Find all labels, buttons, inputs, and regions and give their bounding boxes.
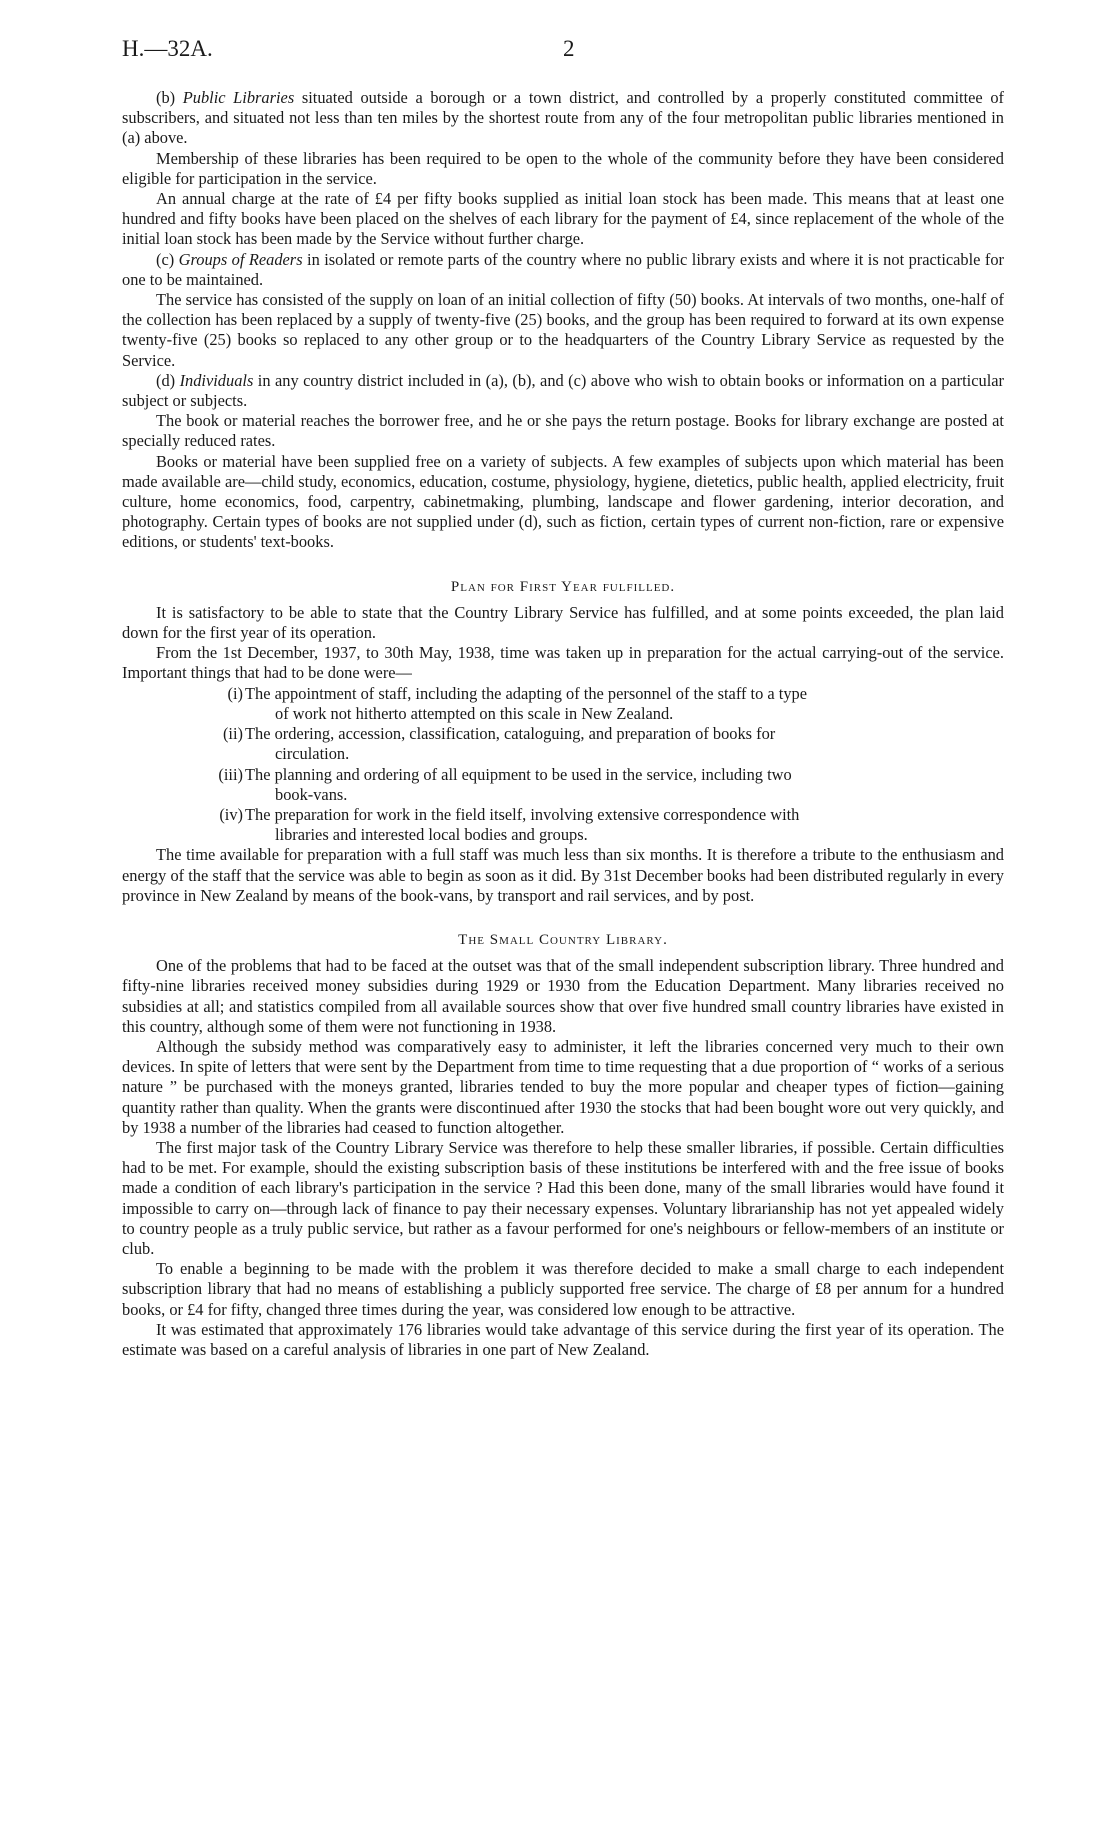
list-item-text [245,684,1004,724]
list-item [122,684,1004,724]
paragraph: The time available for preparation with a full staff was much less than six months. It is therefore a tribute to the enthusiasm and energy of the staff that the service was able to begin as soon as it did. By 31st December books had been distributed regularly in every province in New Zealand by means of the book-vans, by transport and rail services, and by post. [122,845,1004,905]
list-marker: (iv) [219,804,243,824]
paragraph: To enable a beginning to be made with the problem it was therefore decided to make a small charge to each independent subscription library that had no means of establishing a publicly supported free service. The charge of £8 per annum for a hundred books, or £4 for fifty, changed three times during the year, was considered low enough to be attractive. [122,1259,1004,1319]
paragraph: One of the problems that had to be faced at the outset was that of the small independent subscription library. Three hundred and fifty-nine libraries received money subsidies during 1929 or 1930 from the Education Department. Many libraries received no subsidies at all; and statistics compiled from all available sources show that over five hundred small country libraries have existed in this country, although some of them were not functioning in 1938. [122,956,1004,1036]
list-item-continuation: circulation. [275,744,350,764]
list-item-line: The ordering, accession, classification, cataloguing, and preparation of books for [245,724,776,744]
list-item-continuation: libraries and interested local bodies and groups. [275,825,588,845]
section-heading-small-country-library: The Small Country Library. [458,931,668,948]
list-marker: (i) [227,683,243,703]
paragraph: It is satisfactory to be able to state that the Country Library Service has fulfilled, and at some points exceeded, the plan laid down for the first year of its operation. [122,602,1004,643]
list-item [122,724,1004,764]
paragraph-groups-of-readers [122,250,1004,290]
page-header [122,36,1002,66]
list-item-text [245,724,1004,764]
list-item-continuation: book-vans. [275,784,348,804]
list-item-continuation: of work not hitherto attempted on this scale in New Zealand. [275,703,674,723]
list-item-line: The planning and ordering of all equipment to be used in the service, including two [245,764,792,784]
paragraph: Although the subsidy method was comparatively easy to administer, it left the libraries concerned very much to their own devices. In spite of letters that were sent by the Department from time to time requesting that a due proportion of “ works of a serious nature ” be purchased with the moneys granted, libraries tended to buy the more popular and cheaper types of fiction—gaining quantity rather than quality. When the grants were discontinued after 1930 the stocks that had been bought wore out very quickly, and by 1938 a number of the libraries had ceased to function altogether. [122,1036,1004,1137]
paragraph: The first major task of the Country Library Service was therefore to help these smaller libraries, if possible. Certain difficulties had to be met. For example, should the existing subscription basis of these institutions be interfered with and the free issue of books made a condition of each library's participation in the service ? Had this been done, many of the small libraries would have found it impossible to carry on—through lack of finance to pay their necessary expenses. Voluntary librarianship has not yet appealed widely to country people as a truly public service, but rather as a favour performed for one's neighbours or fellow-members of an institute or club. [122,1137,1004,1258]
paragraph-public-libraries [122,88,1004,149]
item-label: (d) [156,370,176,390]
paragraph-text: situated outside a borough or a town district, and controlled by a properly constituted committee of subscribers, and situated not less than ten miles by the shortest route from any of the four metropolitan public libraries mentioned in (a) above. [122,88,1004,148]
item-label: (b) [156,88,176,107]
item-title: Groups of Readers [178,249,303,269]
list-item-line: The appointment of staff, including the adapting of the personnel of the staff to a type [245,683,807,703]
list-marker: (ii) [222,724,243,744]
page-number: 2 [563,36,575,61]
paragraph: It was estimated that approximately 176 libraries would take advantage of this service during the first year of its operation. The estimate was based on a careful analysis of libraries in one part of New Zealand. [122,1319,1004,1359]
list-item [122,765,1004,805]
item-label: (c) [156,249,175,269]
list-item-text [245,765,1004,805]
paragraph: Membership of these libraries has been required to be open to the whole of the community before they have been considered eligible for participation in the service. [122,148,1004,188]
paragraph: From the 1st December, 1937, to 30th May, 1938, time was taken up in preparation for the actual carrying-out of the service. Important things that had to be done were— [122,643,1004,683]
paragraph: The book or material reaches the borrower free, and he or she pays the return postage. Books for library exchange are posted at specially reduced rates. [122,411,1004,451]
paragraph-text: in any country district included in (a), (b), and (c) above who wish to obtain books or information on a particular subject or subjects. [122,370,1004,411]
document-body [122,88,1004,1360]
paragraph: Books or material have been supplied free on a variety of subjects. A few examples of subjects upon which material has been made available are—child study, economics, education, costume, physiology, hygiene, dietetics, public health, applied electricity, fruit culture, home economics, food, carpentry, cabinetmaking, plumbing, landscape and flower gardening, interior decoration, and photography. Certain types of books are not supplied under (d), such as fiction, certain types of current non-fiction, rare or expensive editions, or students' text-books. [122,451,1004,552]
item-title: Individuals [179,370,254,390]
list-item [122,805,1004,845]
item-title: Public Libraries [182,88,295,107]
section-heading-plan: Plan for First Year fulfilled. [450,578,676,595]
list-item-text [245,805,1004,845]
paragraph-individuals [122,371,1004,411]
paragraph: An annual charge at the rate of £4 per fifty books supplied as initial loan stock has been made. This means that at least one hundred and fifty books have been placed on the shelves of each library for the payment of £4, since replacement of the whole of the initial loan stock has been made by the Service without further charge. [122,189,1004,249]
paragraph-text: in isolated or remote parts of the country where no public library exists and where it is not practicable for one to be maintained. [122,249,1005,289]
list-item-line: The preparation for work in the field itself, involving extensive correspondence with [245,804,800,824]
paragraph: The service has consisted of the supply on loan of an initial collection of fifty (50) books. At intervals of two months, one-half of the collection has been replaced by a supply of twenty-five (25) books, and the group has been required to forward at its own expense twenty-five (25) books so replaced to any other group or to the headquarters of the Country Library Service as requested by the Service. [122,290,1004,370]
list-marker: (iii) [218,764,243,784]
document-reference: H.—32A. [122,36,213,61]
